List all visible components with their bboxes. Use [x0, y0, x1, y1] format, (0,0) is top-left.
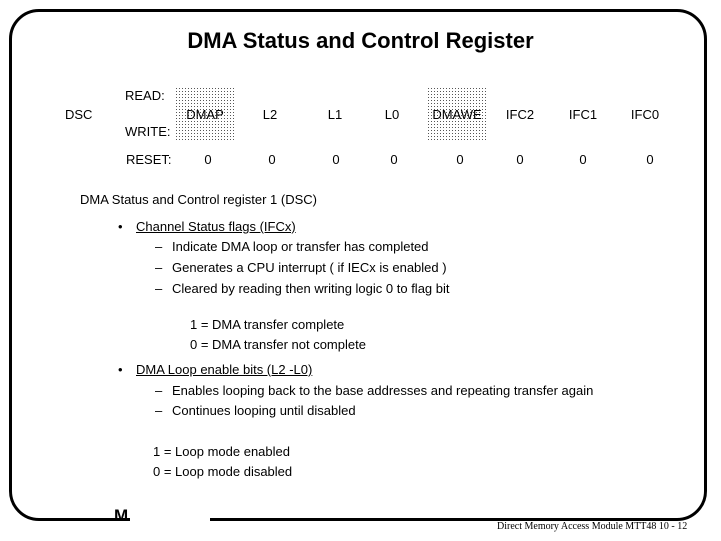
channel-status-note: 0 = DMA transfer not complete [190, 337, 366, 352]
bit-ifc0: IFC0 [630, 107, 660, 122]
reset-value-dmawe: 0 [456, 152, 464, 167]
reset-value-ifc1: 0 [579, 152, 587, 167]
bit-dmawe: DMAWE [427, 87, 487, 142]
dash: – [155, 281, 163, 296]
channel-status-item: Generates a CPU interrupt ( if IECx is enabled ) [172, 260, 447, 275]
bullet-dot: • [118, 362, 123, 377]
footer-text: Direct Memory Access Module MTT48 10 - 12 [497, 521, 688, 532]
section-heading: DMA Status and Control register 1 (DSC) [80, 192, 317, 207]
register-name: DSC [65, 107, 93, 122]
dash: – [155, 239, 163, 254]
dash: – [155, 383, 163, 398]
read-label: READ: [125, 88, 165, 103]
loop-enable-item: Continues looping until disabled [172, 403, 356, 418]
slide-title: DMA Status and Control Register [187, 28, 534, 53]
bit-l0: L0 [384, 107, 400, 122]
dash: – [155, 403, 163, 418]
reset-value-l0: 0 [390, 152, 398, 167]
bullet-dot: • [118, 219, 123, 234]
loop-enable-note: 0 = Loop mode disabled [153, 464, 293, 479]
reset-value-l1: 0 [332, 152, 340, 167]
reset-value-l2: 0 [268, 152, 276, 167]
loop-enable-note: 1 = Loop mode enabled [153, 444, 290, 459]
channel-status-note: 1 = DMA transfer complete [190, 317, 345, 332]
bit-ifc1: IFC1 [568, 107, 598, 122]
loop-enable-heading: DMA Loop enable bits (L2 -L0) [136, 362, 313, 377]
microchip-logo: M [114, 506, 129, 525]
bit-dmap: DMAP [175, 87, 235, 142]
reset-value-ifc2: 0 [516, 152, 524, 167]
channel-status-item: Cleared by reading then writing logic 0 to flag bit [172, 281, 450, 296]
dash: – [155, 260, 163, 275]
reset-value-dmap: 0 [204, 152, 212, 167]
reset-label: RESET: [126, 152, 172, 167]
channel-status-heading: Channel Status flags (IFCx) [136, 219, 296, 234]
bit-ifc2: IFC2 [505, 107, 535, 122]
write-label: WRITE: [125, 124, 171, 139]
bit-l1: L1 [327, 107, 343, 122]
frame-gap [130, 512, 210, 526]
loop-enable-item: Enables looping back to the base addresses and repeating transfer again [172, 383, 594, 398]
channel-status-item: Indicate DMA loop or transfer has completed [172, 239, 429, 254]
reset-value-ifc0: 0 [646, 152, 654, 167]
bit-l2: L2 [262, 107, 278, 122]
